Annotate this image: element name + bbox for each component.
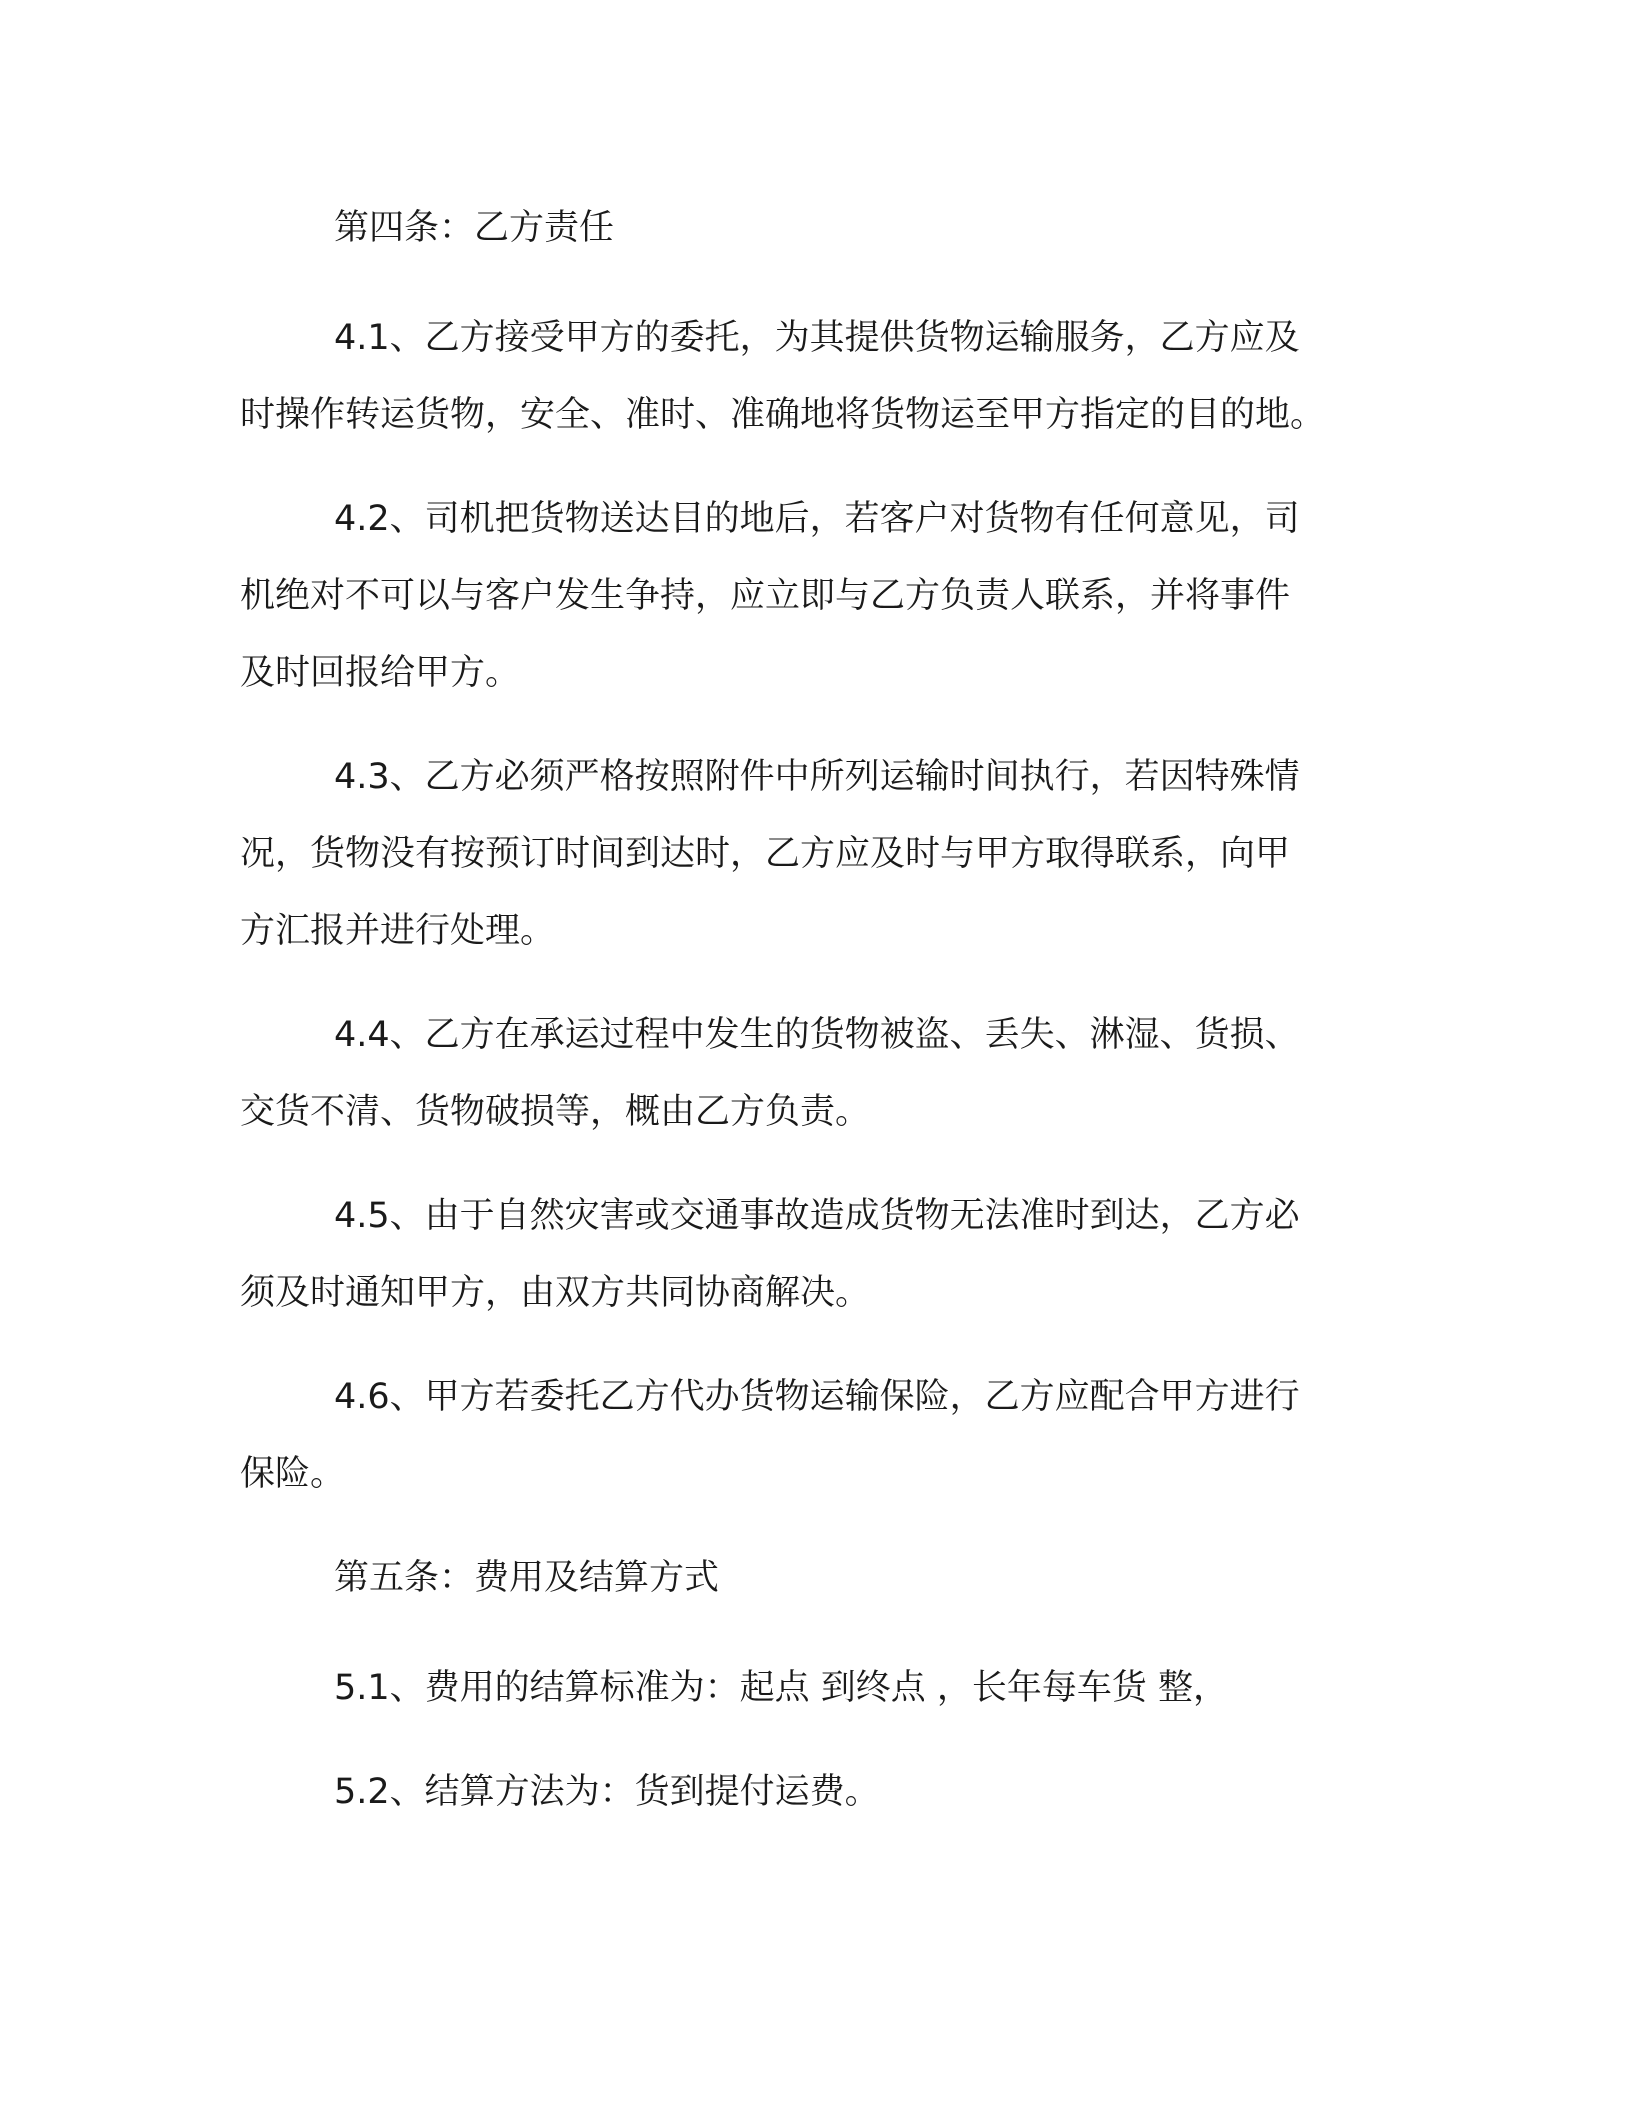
clause-4-6: [240, 1359, 1360, 1513]
clause-4-3-line-2: 况，货物没有按预订时间到达时，乙方应及时与甲方取得联系，向甲: [240, 834, 1291, 874]
clause-4-5: [240, 1178, 1360, 1332]
clause-4-2-line-2: 机绝对不可以与客户发生争持，应立即与乙方负责人联系，并将事件: [240, 576, 1291, 616]
clause-5-2-line-1: 5.2、结算方法为：货到提付运费。: [334, 1772, 880, 1812]
clause-4-2-line-3: 及时回报给甲方。: [240, 653, 521, 693]
clause-5-1: [240, 1650, 1360, 1727]
clause-4-1: [240, 300, 1360, 454]
clause-4-5-line-2: 须及时通知甲方，由双方共同协商解决。: [240, 1273, 871, 1313]
clause-4-4-line-2: 交货不清、货物破损等，概由乙方负责。: [240, 1092, 871, 1132]
clause-4-3-line-1: 4.3、乙方必须严格按照附件中所列运输时间执行，若因特殊情: [334, 757, 1300, 797]
section-4-heading: 第四条：乙方责任: [334, 208, 615, 248]
section-5-heading: 第五条：费用及结算方式: [334, 1558, 720, 1598]
clause-4-4: [240, 997, 1360, 1151]
clause-4-6-line-1: 4.6、甲方若委托乙方代办货物运输保险，乙方应配合甲方进行: [334, 1377, 1300, 1417]
clause-4-4-line-1: 4.4、乙方在承运过程中发生的货物被盗、丢失、淋湿、货损、: [334, 1015, 1300, 1055]
clause-5-2: [240, 1754, 1360, 1831]
clause-4-5-line-1: 4.5、由于自然灾害或交通事故造成货物无法准时到达，乙方必: [334, 1196, 1300, 1236]
clause-4-1-line-2: 时操作转运货物，安全、准时、准确地将货物运至甲方指定的目的地。: [240, 395, 1326, 435]
clause-4-2-line-1: 4.2、司机把货物送达目的地后，若客户对货物有任何意见，司: [334, 499, 1300, 539]
clause-5-1-line-1: 5.1、费用的结算标准为：起点 到终点 ，长年每车货 整，: [334, 1668, 1229, 1708]
clause-4-1-line-1: 4.1、乙方接受甲方的委托，为其提供货物运输服务，乙方应及: [334, 318, 1300, 358]
clause-4-3-line-3: 方汇报并进行处理。: [240, 911, 556, 951]
document-content: [240, 190, 1360, 1858]
clause-4-6-line-2: 保险。: [240, 1454, 346, 1494]
clause-4-2: [240, 481, 1360, 712]
clause-4-3: [240, 739, 1360, 970]
